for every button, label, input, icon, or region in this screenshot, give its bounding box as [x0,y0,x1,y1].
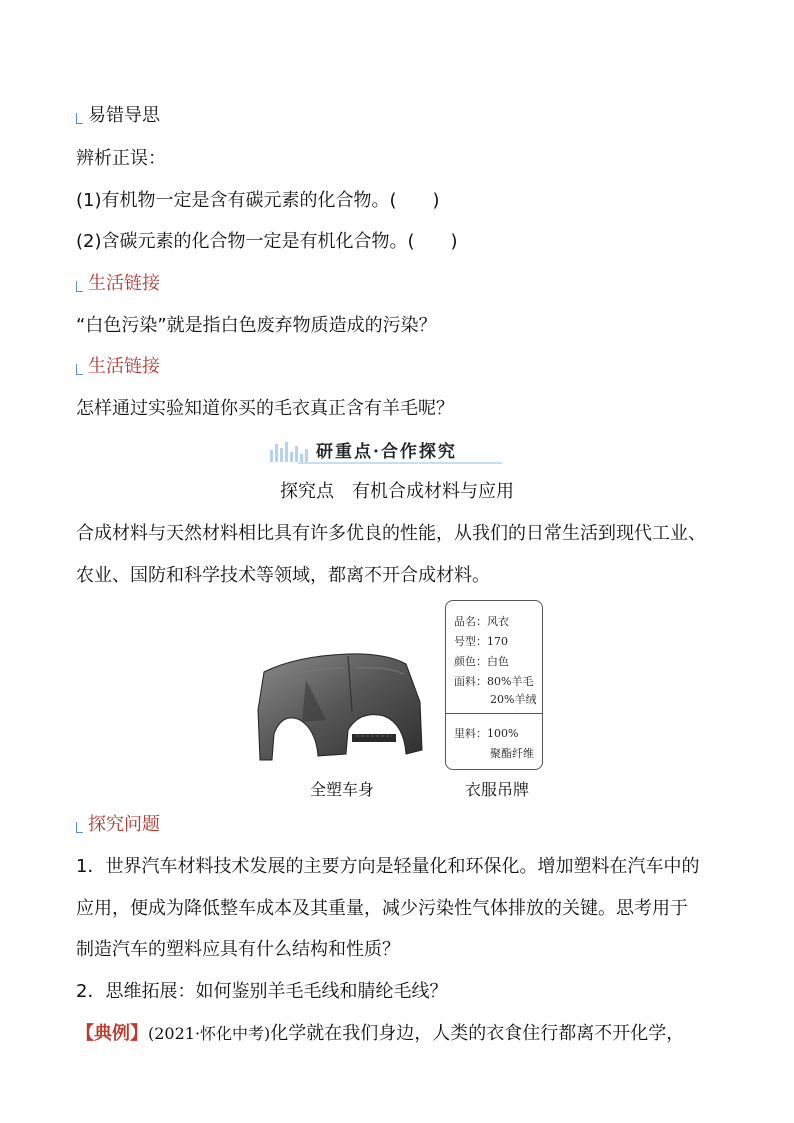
tag-fabric-2: 20%羊绒 [490,693,537,706]
question-2: 2．思维拓展：如何鉴别羊毛毛线和腈纶毛线？ [76,981,448,1002]
clothing-tag-image [445,600,543,770]
section-marker-icon [76,281,83,292]
tag-divider [446,713,542,714]
section-explore-questions [76,813,160,837]
example-text: 化学就在我们身边，人类的衣食住行都离不开化学， [270,1023,685,1044]
intro-line-1: 合成材料与天然材料相比具有许多优良的性能，从我们的日常生活到现代工业、 [76,523,706,544]
error-guide-intro: 辨析正误： [76,148,166,169]
banner-title: 研重点·合作探究 [316,442,457,462]
question-1-line-2: 应用，便成为降低整车成本及其重量，减少污染性气体排放的关键。思考用于 [76,898,688,919]
example-line [76,1022,684,1046]
section-title: 探究问题 [88,814,160,835]
tag-color: 颜色：白色 [454,655,509,668]
section-marker-icon [76,364,83,375]
section-error-guide [76,104,160,128]
tag-caption: 衣服吊牌 [465,780,530,799]
life-link-2-text: 怎样通过实验知道你买的毛衣真正含有羊毛呢？ [76,398,454,419]
example-label: 【典例】 [76,1023,148,1044]
section-life-link-2 [76,355,160,379]
life-link-1-text: “白色污染”就是指白色废弃物质造成的污染？ [76,315,437,336]
section-title: 生活链接 [88,273,160,294]
section-marker-icon [76,822,83,833]
example-source: (2021·怀化中考) [148,1024,271,1043]
intro-line-2: 农业、国防和科学技术等领域，都离不开合成材料。 [76,565,490,586]
topic-heading: 探究点 有机合成材料与应用 [280,481,514,502]
section-life-link-1 [76,272,160,296]
section-marker-icon [76,113,83,124]
car-caption: 全塑车身 [310,780,375,799]
section-banner [268,436,502,464]
question-1-line-3: 制造汽车的塑料应具有什么结构和性质？ [76,939,400,960]
banner-underline [298,462,502,464]
tag-fabric-1: 面料：80%羊毛 [454,675,534,688]
error-guide-item-2: (2)含碳元素的化合物一定是有机化合物。( ) [76,231,458,252]
question-1-line-1: 1．世界汽车材料技术发展的主要方向是轻量化和环保化。增加塑料在汽车中的 [76,856,700,877]
tag-size: 号型：170 [454,635,508,648]
error-guide-item-1: (1)有机物一定是含有碳元素的化合物。( ) [76,190,440,211]
section-title: 易错导思 [88,105,160,126]
tag-name: 品名：风衣 [454,615,509,628]
car-body-image [256,650,428,768]
section-title: 生活链接 [88,356,160,377]
tag-lining-1: 里料：100% [454,727,519,740]
tag-lining-2: 聚酯纤维 [490,747,534,760]
banner-decoration-icon [268,440,318,462]
